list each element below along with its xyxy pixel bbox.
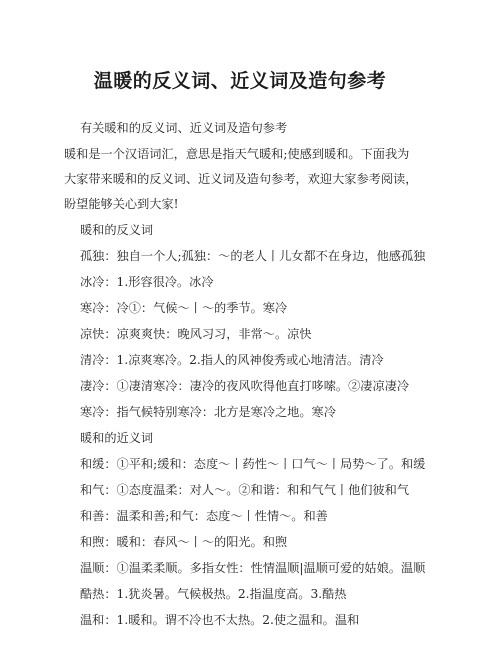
antonym-heading: 暖和的反义词 — [80, 223, 154, 237]
synonym-entry: 和气：①态度温柔：对人～。②和谐：和和气气丨他们彼和气 — [80, 483, 410, 497]
antonym-entry: 冰冷：1.形容很冷。冰冷 — [80, 275, 214, 289]
synonym-entry: 酷热：1.犹炎暑。气候极热。2.指温度高。3.酷热 — [80, 587, 347, 601]
synonym-entry: 温和：1.暖和。谓不冷也不太热。2.使之温和。温和 — [80, 613, 360, 627]
intro-line: 暖和是一个汉语词汇，意思是指天气暖和;使感到暖和。下面我为 — [64, 147, 410, 161]
intro-line: 大家带来暖和的反义词、近义词及造句参考，欢迎大家参考阅读， — [64, 172, 418, 186]
antonym-entry: 寒冷：冷①：气候～丨～的季节。寒冷 — [80, 301, 288, 315]
antonym-entry: 寒冷：指气候特别寒冷：北方是寒冷之地。寒冷 — [80, 405, 336, 419]
synonym-entry: 温顺：①温柔柔顺。多指女性：性情温顺|温顺可爱的姑娘。温顺 — [80, 561, 426, 575]
page-title: 温暖的反义词、近义词及造句参考 — [93, 70, 387, 92]
synonym-entry: 和善：温柔和善;和气：态度～丨性情～。和善 — [80, 509, 328, 523]
synonym-entry: 和缓：①平和;缓和：态度～丨药性～丨口气～丨局势～了。和缓 — [80, 457, 426, 471]
antonym-entry: 孤独：独自一个人;孤独：～的老人丨儿女都不在身边，他感孤独 — [80, 249, 426, 263]
synonym-heading: 暖和的近义词 — [80, 431, 154, 445]
antonym-entry: 清冷：1.凉爽寒冷。2.指人的风神俊秀或心地清洁。清冷 — [80, 353, 384, 367]
antonym-entry: 凄冷：①凄清寒冷：凄冷的夜风吹得他直打哆嗦。②凄凉凄冷 — [80, 379, 410, 393]
subtitle: 有关暖和的反义词、近义词及造句参考 — [80, 121, 288, 135]
antonym-entry: 凉快：凉爽爽快：晚风习习，非常～。凉快 — [80, 327, 312, 341]
synonym-entry: 和煦：暖和：春风～丨～的阳光。和煦 — [80, 535, 288, 549]
intro-line: 盼望能够关心到大家! — [64, 197, 179, 211]
